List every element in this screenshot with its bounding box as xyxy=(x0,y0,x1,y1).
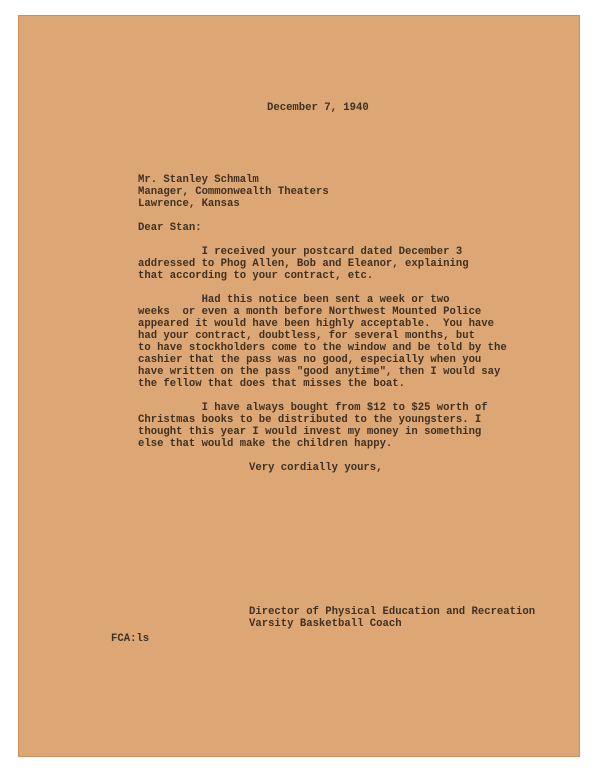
paragraph-3-line: I have always bought from $12 to $25 worth of xyxy=(138,402,488,414)
signature-title-1: Director of Physical Education and Recreation xyxy=(249,606,536,618)
paragraph-2-line: weeks or even a month before Northwest Mounted Police xyxy=(138,306,482,318)
signature-title-2: Varsity Basketball Coach xyxy=(249,618,402,630)
paragraph-3-line: Christmas books to be distributed to the youngsters. I xyxy=(138,414,482,426)
paragraph-1-line: I received your postcard dated December 3 xyxy=(138,246,463,258)
paragraph-2-line: have written on the pass "good anytime", then I would say xyxy=(138,366,501,378)
recipient-name: Mr. Stanley Schmalm xyxy=(138,174,259,186)
reference-initials: FCA:ls xyxy=(111,633,150,645)
closing: Very cordially yours, xyxy=(249,462,383,474)
paragraph-2-line: had your contract, doubtless, for several months, but xyxy=(138,330,475,342)
paragraph-2-line: appeared it would have been highly acceptable. You have xyxy=(138,318,495,330)
paragraph-1-line: addressed to Phog Allen, Bob and Eleanor, explaining xyxy=(138,258,469,270)
salutation: Dear Stan: xyxy=(138,222,202,234)
letter-date: December 7, 1940 xyxy=(267,102,369,114)
paragraph-2-line: to have stockholders come to the window and be told by the xyxy=(138,342,507,354)
recipient-city: Lawrence, Kansas xyxy=(138,198,240,210)
paragraph-3-line: else that would make the children happy. xyxy=(138,438,393,450)
paragraph-1-line: that according to your contract, etc. xyxy=(138,270,374,282)
paragraph-2-line: cashier that the pass was no good, especially when you xyxy=(138,354,482,366)
paragraph-2-line: Had this notice been sent a week or two xyxy=(138,294,450,306)
paragraph-3-line: thought this year I would invest my money in something xyxy=(138,426,482,438)
paragraph-2-line: the fellow that does that misses the boat. xyxy=(138,378,406,390)
recipient-title: Manager, Commonwealth Theaters xyxy=(138,186,329,198)
letter-page xyxy=(18,15,580,757)
